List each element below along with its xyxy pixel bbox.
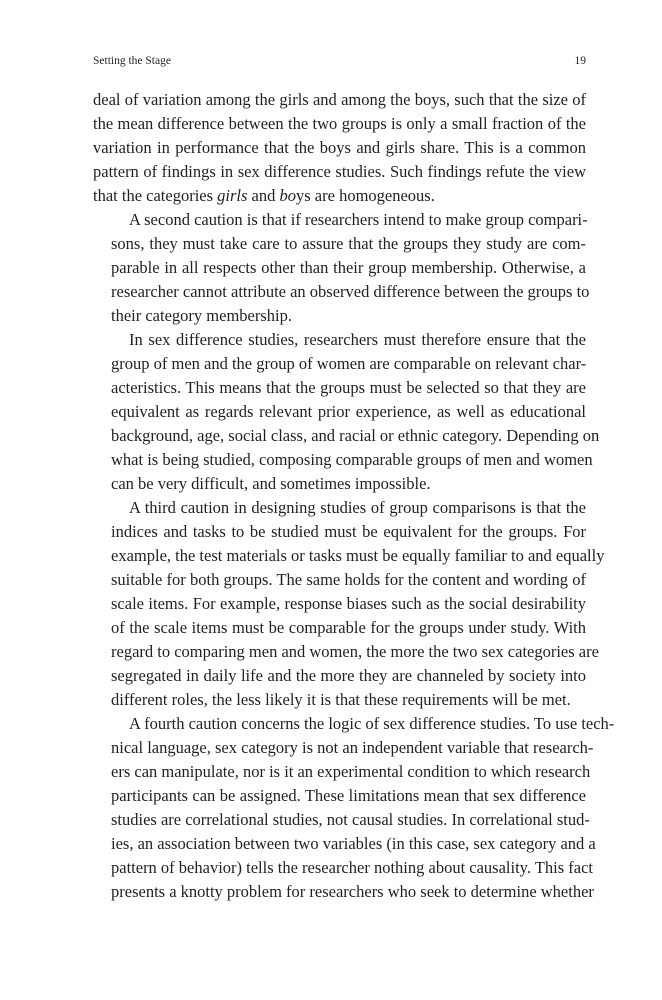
- page-number: 19: [574, 55, 586, 67]
- text-line: indices and tasks to be studied must be equivalent for the groups. For: [111, 522, 586, 541]
- paragraph-5: [93, 712, 615, 904]
- text-line: group of men and the group of women are comparable on relevant char-: [111, 354, 587, 373]
- paragraph-4: [93, 496, 605, 712]
- text-line: ies, an association between two variables (in this case, sex category and a: [111, 834, 596, 853]
- text-line: their category membership.: [111, 306, 292, 325]
- text-line: A second caution is that if researchers intend to make group compari-: [129, 210, 588, 229]
- text-line: sons, they must take care to assure that the groups they study are com-: [111, 234, 586, 253]
- running-head: [93, 53, 586, 69]
- text-line: example, the test materials or tasks must be equally familiar to and equally: [111, 546, 605, 565]
- text-line: nical language, sex category is not an independent variable that research-: [111, 738, 594, 757]
- text-line: equivalent as regards relevant prior experience, as well as educational: [111, 402, 586, 421]
- text-line: the mean difference between the two groups is only a small fraction of the: [93, 114, 586, 133]
- text-line: A third caution in designing studies of group comparisons is that the: [129, 498, 586, 517]
- text-line: presents a knotty problem for researchers who seek to determine whether: [111, 882, 594, 901]
- text-line: studies are correlational studies, not causal studies. In correlational stud-: [111, 810, 590, 829]
- text-line: variation in performance that the boys and girls share. This is a common: [93, 138, 586, 157]
- text-line: can be very difficult, and sometimes impossible.: [111, 474, 431, 493]
- text-line: In sex difference studies, researchers must therefore ensure that the: [129, 330, 586, 349]
- text-line: different roles, the less likely it is that these requirements will be met.: [111, 690, 571, 709]
- paragraph-2: [93, 208, 590, 328]
- text-fragment: and: [247, 186, 280, 205]
- text-line: of the scale items must be comparable for the groups under study. With: [111, 618, 586, 637]
- text-line: background, age, social class, and racial or ethnic category. Depending on: [111, 426, 600, 445]
- text-line: scale items. For example, response biases such as the social desirability: [111, 594, 586, 613]
- running-title: Setting the Stage: [93, 55, 171, 67]
- text-line: ers can manipulate, nor is it an experimental condition to which research: [111, 762, 591, 781]
- text-line: suitable for both groups. The same holds for the content and wording of: [111, 570, 586, 589]
- text-line: segregated in daily life and the more they are channeled by society into: [111, 666, 586, 685]
- text-line: pattern of findings in sex difference studies. Such findings refute the view: [93, 162, 586, 181]
- text-line: pattern of behavior) tells the researcher nothing about causality. This fact: [111, 858, 593, 877]
- body-text: [93, 88, 615, 904]
- italic-term: girls: [217, 186, 248, 205]
- text-line: [93, 184, 586, 208]
- text-line: A fourth caution concerns the logic of sex difference studies. To use tech-: [129, 714, 615, 733]
- text-line: deal of variation among the girls and among the boys, such that the size of: [93, 90, 586, 109]
- text-line: researcher cannot attribute an observed difference between the groups to: [111, 282, 590, 301]
- italic-term: bo: [279, 186, 296, 205]
- paragraph-1: [93, 88, 586, 208]
- text-line: what is being studied, composing comparable groups of men and women: [111, 450, 593, 469]
- text-fragment: ys are homogeneous.: [296, 186, 435, 205]
- paragraph-3: [93, 328, 600, 496]
- text-line: acteristics. This means that the groups must be selected so that they are: [111, 378, 586, 397]
- text-line: participants can be assigned. These limitations mean that sex difference: [111, 786, 586, 805]
- text-fragment: that the categories: [93, 186, 218, 205]
- text-line: parable in all respects other than their group membership. Otherwise, a: [111, 258, 586, 277]
- text-line: regard to comparing men and women, the more the two sex categories are: [111, 642, 599, 661]
